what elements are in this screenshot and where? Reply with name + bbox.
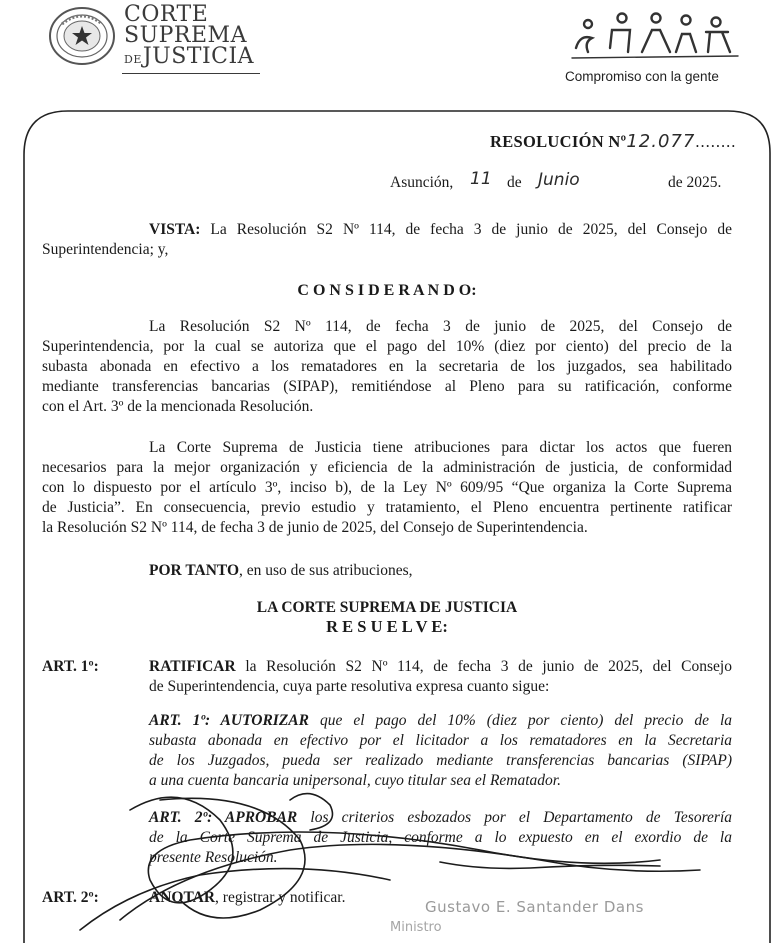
brand-justicia: JUSTICIA: [142, 44, 255, 69]
resolution-dots: ........: [695, 132, 737, 151]
minister-stamp-name: Gustavo E. Santander Dans: [425, 898, 644, 916]
resolution-label: RESOLUCIÓN Nº: [490, 132, 627, 151]
art1-label: ART. 1º:: [42, 658, 99, 675]
art2-text: , registrar y notificar.: [215, 889, 346, 906]
resuelve-court-name: LA CORTE SUPREMA DE JUSTICIA: [256, 599, 518, 616]
considerando-paragraph-2: [42, 438, 732, 538]
vista-label: VISTA:: [149, 221, 201, 238]
por-tanto-label: POR TANTO: [149, 562, 240, 579]
brand-line-justicia: [124, 46, 254, 70]
vista-text-1: La Resolución S2 Nº 114, de fecha 3 de junio de 2025, del Consejo de: [210, 221, 733, 238]
vista-line-2: Superintendencia; y,: [42, 241, 169, 258]
considerando-p2-line: de Justicia”. En consecuencia, previo estudio y tratamiento, el Pleno encuentra pertinente ratificar: [42, 499, 732, 516]
handwritten-signature: [60, 780, 740, 931]
date-month: Junio: [538, 170, 580, 190]
por-tanto-text: , en uso de sus atribuciones,: [239, 562, 413, 579]
quoted-art1-line: de los Juzgados, pueda ser realizado mediante transferencias bancarias (SIPAP): [149, 752, 732, 769]
quoted-art1-label: ART. 1º: AUTORIZAR: [149, 712, 309, 729]
brand-line-suprema: SUPREMA: [124, 23, 247, 48]
brand-line-corte: CORTE: [124, 2, 209, 27]
art1-verb: RATIFICAR: [149, 658, 236, 675]
resuelve-word: R E S U E L V E:: [326, 617, 448, 636]
vista-line-1: [42, 220, 732, 240]
date-day: 11: [470, 169, 492, 189]
considerando-p2-line: la Resolución S2 Nº 114, de fecha 3 de junio de 2025, del Consejo de Superintendencia.: [42, 519, 588, 536]
art2-label: ART. 2º:: [42, 889, 99, 906]
art1-line-2: de Superintendencia, cuya parte resolutiva expresa cuanto sigue:: [149, 678, 550, 695]
resolution-number-line: [490, 132, 736, 152]
quoted-art1: [149, 711, 732, 791]
slogan: Compromiso con la gente: [565, 69, 719, 84]
art1-line-1: [149, 657, 732, 677]
considerando-p1-line: con el Art. 3º de la mencionada Resolución.: [42, 398, 314, 415]
brand-de: DE: [124, 53, 142, 66]
quoted-art1-line: subasta abonada en efectivo por el licitador a los rematadores en la Secretaria: [149, 732, 732, 749]
art2-verb: ANOTAR: [149, 889, 216, 906]
considerando-p1-line: La Resolución S2 Nº 114, de fecha 3 de junio de 2025, del Consejo de: [149, 318, 732, 335]
date-city: Asunción,: [390, 174, 454, 191]
quoted-art2-label: ART. 2º: APROBAR: [149, 809, 298, 826]
date-de: de: [507, 174, 522, 191]
national-seal-logo: [48, 6, 116, 66]
date-year: de 2025.: [668, 174, 722, 191]
art1-body: [149, 657, 732, 697]
brand-underline: [122, 73, 260, 74]
considerando-p2-line: necesarios para la mejor organización y eficiencia de la administración de justicia, de conformidad: [42, 459, 732, 476]
considerando-heading: C O N S I D E R A N D O:: [297, 282, 477, 299]
vista-paragraph: [42, 220, 732, 260]
court-brand: [124, 4, 254, 70]
quoted-art2-line: de la Corte Suprema de Justicia, conforme a lo expuesto en el exordio de la: [149, 829, 732, 846]
quoted-art2-text: los criterios esbozados por el Departamento de Tesorería: [297, 809, 732, 826]
considerando-paragraph-1: [42, 317, 732, 417]
quoted-art2-line: presente Resolución.: [149, 849, 278, 866]
resuelve-heading: [42, 598, 732, 636]
people-logo-icon: [570, 8, 740, 62]
quoted-art1-text: que el pago del 10% (diez por ciento) del precio de la: [308, 712, 732, 729]
considerando-p1-line: Superintendencia, por la cual se autoriza que el pago del 10% (diez por ciento) del precio de la: [42, 338, 732, 355]
considerando-p1-line: mediante transferencias bancarias (SIPAP), remitiéndose al Pleno para su ratificación, conforme: [42, 378, 732, 395]
considerando-p2-line: con lo dispuesto por el artículo 3º, inciso b), de la Ley Nº 609/95 “Que organiza la Corte Suprema: [42, 479, 732, 496]
por-tanto-line: [149, 561, 413, 581]
resolution-number: 12.077: [626, 131, 696, 152]
considerando-p2-line: La Corte Suprema de Justicia tiene atribuciones para dictar los actos que fueren: [149, 439, 732, 456]
quoted-art1-line: [149, 711, 732, 731]
considerando-p1-line: subasta abonada en efectivo a los rematadores en la secretaria de los juzgados, sea habilitado: [42, 358, 732, 375]
art1-text-1: la Resolución S2 Nº 114, de fecha 3 de junio de 2025, del Consejo: [235, 658, 732, 675]
minister-stamp-title: Ministro: [390, 920, 442, 935]
quoted-art1-line: a una cuenta bancaria unipersonal, cuyo titular sea el Rematador.: [149, 772, 561, 789]
